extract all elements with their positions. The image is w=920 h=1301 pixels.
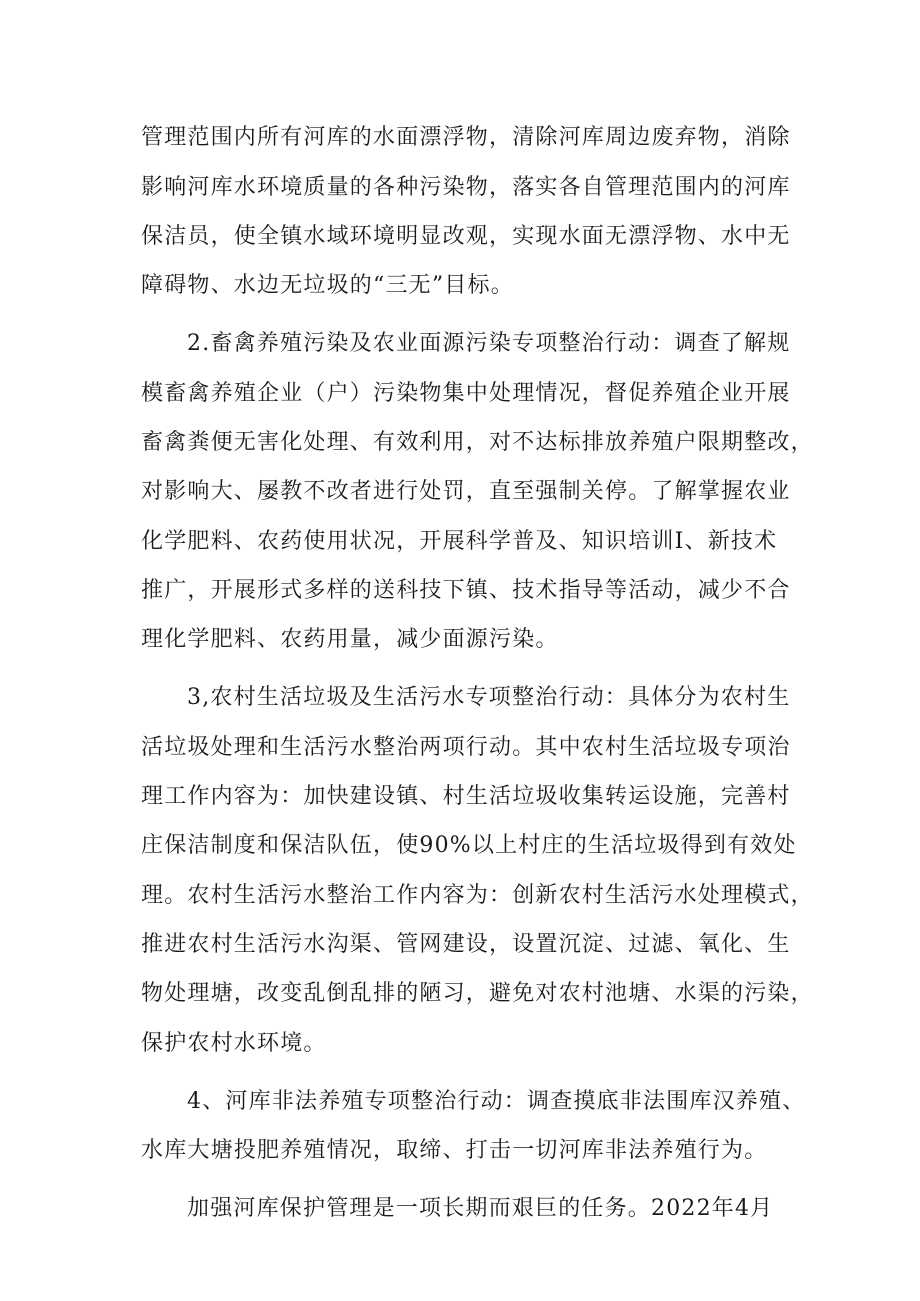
- text-line: 管理范围内所有河库的水面漂浮物，清除河库周边废弃物，消除: [141, 125, 791, 150]
- text-line: 理工作内容为：加快建设镇、村生活垃圾收集转运设施，完善村: [141, 784, 791, 809]
- text-line: 障碍物、水边无垃圾的“三无”目标。: [141, 273, 514, 298]
- text-line: 活垃圾处理和生活污水整治两项行动。其中农村生活垃圾专项治: [141, 735, 791, 760]
- paragraph-heading-2: 2.畜禽养殖污染及农业面源污染专项整治行动：调查了解规: [187, 331, 791, 356]
- text-line: 化学肥料、农药使用状况，开展科学普及、知识培训I、新技术: [141, 529, 778, 554]
- text-line: 畜禽粪便无害化处理、有效利用，对不达标排放养殖户限期整改，: [141, 430, 814, 455]
- paragraph-heading-4: 4、河库非法养殖专项整治行动：调查摸底非法围库汉养殖、: [187, 1089, 806, 1114]
- text-line: 庄保洁制度和保洁队伍，使90%以上村庄的生活垃圾得到有效处: [141, 833, 797, 858]
- paragraph-closing: 加强河库保护管理是一项长期而艰巨的任务。2022年4月: [187, 1196, 774, 1221]
- text-line: 保护农村水环境。: [141, 1031, 327, 1056]
- paragraph-heading-3: 3,农村生活垃圾及生活污水专项整治行动：具体分为农村生: [187, 685, 791, 710]
- text-line: 对影响大、屡教不改者进行处罚，直至强制关停。了解掌握农业: [141, 479, 791, 504]
- text-line: 推进农村生活污水沟渠、管网建设，设置沉淀、过滤、氧化、生: [141, 932, 791, 957]
- text-line: 理化学肥料、农药用量，减少面源污染。: [141, 627, 559, 652]
- text-line: 保洁员，使全镇水域环境明显改观，实现水面无漂浮物、水中无: [141, 224, 791, 249]
- text-line: 理。农村生活污水整治工作内容为：创新农村生活污水处理模式，: [141, 883, 814, 908]
- text-line: 影响河库水环境质量的各种污染物，落实各自管理范围内的河库: [141, 175, 791, 200]
- text-line: 物处理塘，改变乱倒乱排的陋习，避免对农村池塘、水渠的污染，: [141, 981, 814, 1006]
- text-line: 推广，开展形式多样的送科技下镇、技术指导等活动，减少不合: [141, 578, 791, 603]
- text-line: 水库大塘投肥养殖情况，取缔、打击一切河库非法养殖行为。: [141, 1138, 768, 1163]
- text-line: 模畜禽养殖企业（户）污染物集中处理情况，督促养殖企业开展: [141, 381, 791, 406]
